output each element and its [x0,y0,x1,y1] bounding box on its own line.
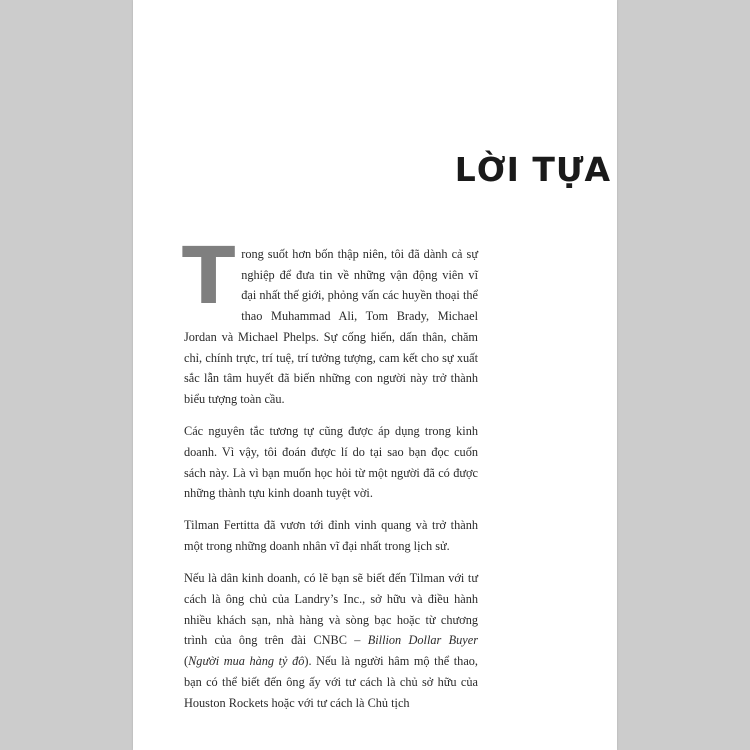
paragraph-1-text: rong suốt hơn bốn thập niên, tôi đã dành cả sự nghiệp để đưa tin về những vận động viên vĩ đại nhất thế giới, phỏng vấn các huyền thoại thể thao Muhammad Ali, Tom Brady, Michael Jordan và Michael Phelps. Sự cống hiến, dấn thân, chăm chỉ, chính trực, trí tuệ, trí tưởng tượng, cam kết cho sự xuất sắc lẫn tâm huyết đã biến những con người này trở thành biểu tượng toàn cầu. [184,247,478,406]
paragraph-4-part-1: Nếu là dân kinh doanh, có lẽ bạn sẽ biết đến Tilman với tư cách là ông chủ của Landry’s Inc., sở hữu và điều hành nhiều khách sạn, nhà hàng và sòng bạc hoặc từ chương trình của ông trên đài CNBC – [184,571,478,648]
paragraph-4 [184,568,478,713]
paragraph-4-part-3: ). Nếu là người hâm mộ thể thao, bạn có thể biết đến ông ấy với tư cách là chủ sở hữu của Houston Rockets hoặc với tư cách là Chủ tịch [184,654,478,710]
paragraph-4-part-2: ( [184,654,189,669]
paragraph-1 [182,232,478,410]
body-text [182,232,479,725]
page-title: LỜI TỰA [454,150,611,189]
paragraph-3: Tilman Fertitta đã vươn tới đỉnh vinh quang và trở thành một trong những doanh nhân vĩ đại nhất trong lịch sử. [184,518,478,554]
paragraph-2: Các nguyên tắc tương tự cũng được áp dụng trong kinh doanh. Vì vậy, tôi đoán được lí do tại sao bạn đọc cuốn sách này. Là vì bạn muốn học hỏi từ một người đã có được những thành tựu kinh doanh tuyệt vời. [184,424,478,501]
show-title: Billion Dollar Buyer [367,633,479,648]
show-title-vietnamese: Người mua hàng tỷ đô [188,654,305,669]
drop-cap: T [182,232,236,322]
